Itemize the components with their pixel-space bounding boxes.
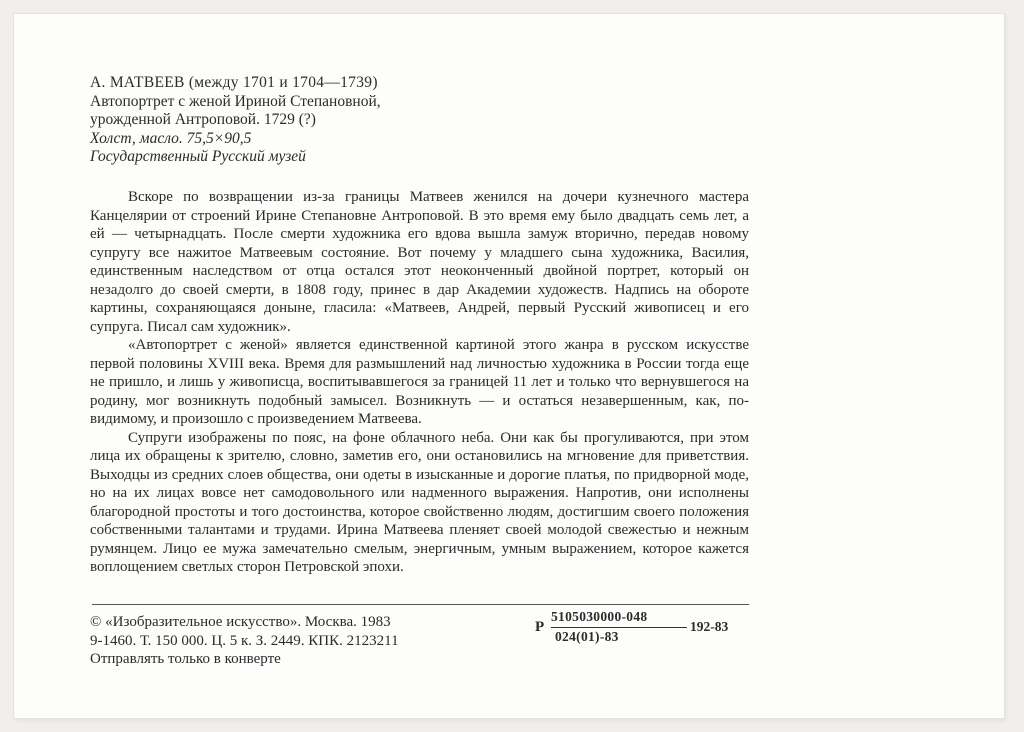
index-denominator: 024(01)-83 xyxy=(555,629,619,644)
paragraph: Супруги изображены по пояс, на фоне облачного неба. Они как бы прогуливаются, при этом лица их обращены к зрителю, словно, заметив его, они остановились на мгновение для приветствия. Выходцы из средних слоев общества, они одеты в изысканные и дорогие платья, по придворной моде, но на их лицах вовсе нет самодовольного или надменного выражения. Напротив, они исполнены благородной простоты и того достоинства, которое свойственно людям, достигшим своего положения собственными талантами и трудами. Ирина Матвеева пленяет своей молодой свежестью и нежным румянцем. Лицо ее мужа замечательно смелым, энергичным, умным выражением, которое кажется воплощением светлых сторон Петровской эпохи. xyxy=(90,429,749,575)
print-info-line: 9-1460. Т. 150 000. Ц. 5 к. З. 2449. КПК. 2123211 xyxy=(90,632,399,649)
medium-line: Холст, масло. 75,5×90,5 xyxy=(90,129,252,147)
title-line-1: Автопортрет с женой Ириной Степановной, xyxy=(90,92,381,110)
index-prefix: Р xyxy=(535,619,545,635)
description-text xyxy=(90,188,749,577)
paragraph: «Автопортрет с женой» является единственной картиной этого жанра в русском искусстве первой половины XVIII века. Время для размышлений над личностью художника в России тогда еще не пришло, и лишь у живописца, воспитывавшегося за границей 11 лет и только что вернувшегося на родину, мог возникнуть подобный замысел. Возникнуть — и остаться незавершенным, как, по-видимому, и произошло с произведением Матвеева. xyxy=(90,337,749,427)
index-numerator: 5105030000-048 xyxy=(551,609,648,624)
index-fraction-bar xyxy=(551,627,687,628)
paragraph: Вскоре по возвращении из-за границы Матвеев женился на дочери кузнечного мастера Канцелярии от строений Ирине Степановне Антроповой. В это время ему было двадцать семь лет, а ей — четырнадцать. После смерти художника его вдова вышла замуж вторично, передав новому супругу все нажитое Матвеевым состояние. Вот почему у младшего сына художника, Василия, единственным наследством от отца остался этот неоконченный двойной портрет, который он незадолго до своей смерти, в 1808 году, принес в дар Академии художеств. Надпись на обороте картины, сохраняющаяся доныне, гласила: «Матвеев, Андрей, первый Русский живописец и его супруга. Писал сам художник». xyxy=(90,189,749,335)
imprint-block xyxy=(90,613,399,669)
museum-line: Государственный Русский музей xyxy=(90,148,306,165)
index-suffix: 192-83 xyxy=(690,619,729,634)
artwork-caption xyxy=(90,74,381,167)
publisher-line: © «Изобразительное искусство». Москва. 1983 xyxy=(90,614,391,630)
postcard-back xyxy=(14,14,1004,718)
author-line: А. МАТВЕЕВ (между 1701 и 1704—1739) xyxy=(90,74,378,91)
divider-rule xyxy=(92,604,749,605)
title-line-2: урожденной Антроповой. 1729 (?) xyxy=(90,111,316,128)
mailing-note: Отправлять только в конверте xyxy=(90,651,281,667)
